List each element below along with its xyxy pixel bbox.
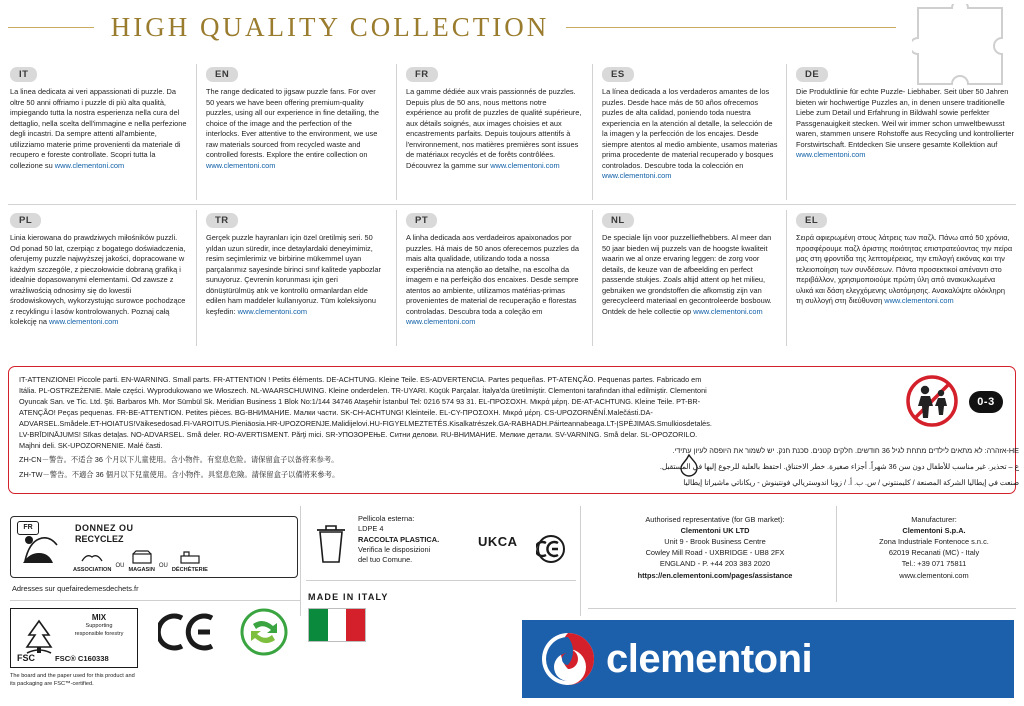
language-text: Linia kierowana do prawdziwych miłośników puzzli. Od ponad 50 lat, czerpiąc z bogatego doświadczenia, oferujemy puzzle najwyższej jakości, dopracowane w każdym szczególe, z pieczołowicie dobraną grafiką i idealnie dopasowanymi elementami. Od zawsze z wrażliwością odnosimy się do kwestii środowiskowych, wykorzystując surowce pochodzące z recyklingu i lasów kontrolowanych. Poznaj całą kolekcję na www.clementoni.com (10, 233, 186, 327)
no-children-under-3-icon (901, 373, 963, 429)
recycle-address-note: Adresses sur quefairedemesdechets.fr (12, 584, 139, 593)
language-descriptions (0, 58, 1024, 354)
language-text: Σειρά αφιερωμένη στους λάτρεις των παζλ. Πάνω από 50 χρόνια, προσφέρουμε παζλ άριστης ποιότητας επιστρατεύοντας την πείρα μας στη φροντίδα της λεπτομέρειας, την επιλογή εικόνας και την τελειοποίηση των συνδέσεων. Πάντα προσεκτικοί απέναντι στο περιβάλλον, χρησιμοποιούμε πρώτη ύλη από ανακυκλωμένα υλικά και δάση ελεγχόμενης υλοτόμησης. Ανακαλύψτε ολόκληρη τη συλλογή στη διεύθυνση www.clementoni.com (796, 233, 1013, 306)
clementoni-swirl-icon (540, 631, 596, 687)
language-site-link[interactable]: www.clementoni.com (49, 317, 119, 327)
language-text: La linea dedicata ai veri appassionati di puzzle. Da oltre 50 anni offriamo i puzzle di più alta qualità, impiegando tutta la nostra esperienza nella cura del dettaglio, nella scelta dell'immagine e nella perfezione degli incastri. Da sempre attenti all'ambiente, utilizziamo materie prime provenienti da materiale di recupero e foreste controllate. Scopri tutta la collezione su www.clementoni.com (10, 87, 187, 170)
warning-text: IT-ATTENZIONE! Piccole parti. EN-WARNING. Small parts. FR-ATTENTION ! Petits éléments. DE-ACHTUNG. Kleine Teile. ES-ADVERTENCIA. Partes pequeñas. PT-ATENÇÃO. Pequenas partes. Fabricado em Itália. PL-OSTRZEŻENIE. Małe części. Wyprodukowano we Włoszech. NL-WAARSCHUWING. Kleine onderdelen. TR-UYARI. Küçük Parçalar. İtalya'da üretilmiştir. Clementoni tarafından ithal edilmiştir. Clementoni Oyuncak San. ve Tic. Ltd. Şti. Barbaros Mh. Mor Sümbül Sk. Meridian Business 1 Blok No:1/144 34746 Ataşehir İstanbul Tel: 0216 574 93 31. EL-ΠΡΟΣΟΧΗ. Μικρά μέρη. DE-AT-ACHTUNG. Kleine Teile. PT-BR-ATENÇÃO! Peças pequenas. FR-BE-ATTENTION. Petites pièces. BG-ВНИМАНИЕ. Малки части. SK-CH-ACHTUNG! Kleinteile. EL-CY-ΠΡΟΣΟΧΗ. Μικρά μέρη. CS-UPOZORNĚNÍ.Malečásti.DA-ADVARSEL.Smådele.ET-HOIATUS!Väikesedosad.FI-VAROITUS.Pieniäosia.HR-UPOZORENJE.Malidijelovi.HU-FIGYELMEZTETÉS.Kisalkatrészek.GA-RABHADH.Páirteannabeaga.LT-ĮSPĖJIMAS.Smulkiosdetalės. LV-BRĪDINĀJUMS! Sīkas detaļas. NO-ADVARSEL. Små deler. RO-AVERTISMENT. Părţi mici. SR-УПОЗОРЕЊЕ. Ситни делови. RU-ВНИМАНИЕ. Мелкие детали. SV-VARNING. Små delar. SL-OPOZORILO. Majhni deli. SK-UPOZORNENIE. Malé časti. (19, 375, 712, 450)
manufacturer-heading: Manufacturer: (911, 515, 957, 524)
language-block-fr (406, 64, 582, 171)
language-badge: NL (602, 213, 634, 228)
language-site-link[interactable]: www.clementoni.com (237, 306, 308, 316)
authorised-line-1: Unit 9 - Brook Business Centre (664, 537, 766, 547)
warning-text-ar: ع – تحذير. غير مناسب للأطفال دون سن 36 شهراً. أجزاء صغيرة. خطر الاختناق. احتفظ بالعلبة للرجوع إليها في المستقبل. (659, 462, 1019, 471)
fsc-code: FSC® C160338 (55, 654, 109, 663)
recycle-destination-label: MAGASIN (128, 567, 155, 573)
header-rule-left (8, 27, 94, 28)
language-block-en (206, 64, 384, 171)
language-site-link[interactable]: www.clementoni.com (206, 160, 276, 170)
packaging-line-1: Pellicola esterna: (358, 514, 415, 523)
language-cta: Explore the entire collection on (266, 150, 368, 160)
header (0, 0, 1024, 58)
language-block-nl (602, 210, 778, 317)
language-cta: Découvrez la gamme sur (406, 160, 491, 170)
language-badge: PL (10, 213, 41, 228)
language-site-link[interactable]: www.clementoni.com (602, 171, 672, 181)
made-in-italy-label: MADE IN ITALY (308, 592, 389, 602)
recycle-destination-label: DÉCHÈTERIE (171, 567, 208, 573)
language-cta: Scopri tutta la collezione su (10, 150, 156, 170)
warning-text-he: HE-אזהרה: לא מתאים לילדים מתחת לגיל 36 חודשים. חלקים קטנים. סכנת חנק. יש לשמור את היופסה לעיון עתידי. (672, 446, 1019, 455)
recycle-destination (73, 549, 111, 573)
language-site-link[interactable]: www.clementoni.com (490, 160, 560, 170)
recycle-destination (128, 549, 154, 573)
recycle-or-2: OU (158, 563, 168, 569)
ukca-label: UKCA (478, 534, 518, 549)
made-in-italy (308, 592, 389, 642)
fsc-tree-icon (19, 617, 59, 657)
manufacturer-company: Clementoni S.p.A. (902, 526, 966, 536)
language-col-separator-1 (196, 64, 197, 200)
language-badge: EL (796, 213, 827, 228)
language-site-link[interactable]: www.clementoni.com (406, 317, 476, 327)
manufacturer-line-2: 62019 Recanati (MC) - Italy (888, 548, 980, 558)
fsc-mix-line1: Supporting (85, 623, 113, 630)
language-badge: EN (206, 67, 238, 82)
warning-text-zh-tw: ZH-TW－警告。不適合 36 個月以下兒童使用。含小物件。具窒息危險。請保留盒子以備將來參考。 (19, 470, 340, 479)
brand-name: clementoni (606, 636, 813, 681)
italy-flag-icon (308, 608, 366, 642)
footer-separator-1 (300, 506, 301, 616)
language-col-separator-3 (592, 64, 593, 200)
hands-icon (79, 549, 105, 565)
packaging-line-3: RACCOLTA PLASTICA. (358, 534, 440, 544)
language-col-separator-5 (196, 210, 197, 346)
language-text: The range dedicated to jigsaw puzzle fans. For over 50 years we have been offering premium-quality puzzles, using all our experience in fine detailing, the choice of the image and the perfection of the interlocks. Ever attentive to the environment, we use raw materials sourced from recycled waste and controlled forests. Explore the entire collection on www.clementoni.com (206, 87, 379, 170)
footer-hline-2 (306, 580, 576, 581)
language-cta: Tüm koleksiyonu keşfedin: (206, 296, 376, 316)
recycling-centre-icon (177, 549, 203, 565)
footer-separator-3 (836, 506, 837, 602)
language-col-separator-2 (396, 64, 397, 200)
authorised-assistance-link[interactable]: https://en.clementoni.com/pages/assistance (637, 570, 793, 580)
age-restriction-badge: 0-3 (969, 391, 1003, 413)
footer-hline-1 (10, 600, 300, 601)
language-text: La gamme dédiée aux vrais passionnés de puzzles. Depuis plus de 50 ans, nous mettons notre expérience au profit de puzzles de qualité supérieure, aux détails soignés, aux images choisies et aux encastrements parfaits. Depuis toujours attentifs à l'environnement, nos matières premières sont issues de matériaux recyclés et de forêts contrôlées. Découvrez la gamme sur www.clementoni.com (406, 87, 582, 170)
authorised-line-2: Cowley Mill Road - UXBRIDGE - UB8 2FX (645, 548, 785, 558)
language-block-de (796, 64, 1014, 161)
fsc-box (10, 608, 138, 668)
warning-text-ar-manufacturer: صنعت في إيطاليا الشركة المصنعة / كليمنتوني / س. ب. أ. / زونا اندوستريالي فونتينوش - ريكاناتي ماشيراتا إيطاليا (683, 478, 1019, 487)
language-cta: Ontdek de hele collectie op (602, 306, 694, 316)
language-cta: Poznaj całą kolekcję na (10, 306, 170, 327)
language-cta: Entdecken Sie unsere gesamte Kollektion auf (848, 139, 998, 149)
language-text: De speciale lijn voor puzzelliefhebbers. Al meer dan 50 jaar bieden wij puzzels van de hoogste kwaliteit waarin we al onze ervaring leggen: de zorg voor details, de keuze van de afbeelding en perfect passende stukjes. Zoals altijd attent op het milieu, gebruiken we grondstoffen die afkomstig zijn van gerecycleerd materiaal en gecontroleerde bosbouw. Ontdek de hele collectie op www.clementoni.com (602, 233, 772, 316)
authorised-representative (600, 514, 830, 581)
language-cta: Descubra toda a coleção em (448, 306, 543, 316)
language-col-separator-8 (786, 210, 787, 346)
recycle-title: DONNEZ OU (75, 523, 134, 533)
language-block-es (602, 64, 778, 182)
authorised-heading: Authorised representative (for GB market): (645, 515, 785, 524)
fsc-mix-label (63, 613, 135, 638)
manufacturer-line-1: Zona Industriale Fontenoce s.n.c. (879, 537, 989, 547)
green-dot-icon (240, 608, 288, 656)
conformity-mark-icon (536, 534, 566, 564)
footer-section (0, 500, 1024, 706)
packaging-line-4: Verifica le disposizioni (358, 545, 431, 555)
ukca-mark (478, 534, 522, 562)
authorised-company: Clementoni UK LTD (680, 526, 750, 536)
language-badge: FR (406, 67, 438, 82)
language-text: La línea dedicada a los verdaderos amantes de los puzles. Desde hace más de 50 años ofrecemos puzles de alta calidad, poniendo toda nuestra experiencia en la atención al detalle, la selección de la imagen y la perfección de los encajes. Desde siempre atentos al medio ambiente, usamos materias prima procedente de material recuperado y bosques controlados. Descubre toda la colección en www.clementoni.com (602, 87, 778, 181)
language-block-tr (206, 210, 384, 317)
language-col-separator-7 (592, 210, 593, 346)
packaging-line-5: del tuo Comune. (358, 555, 413, 565)
language-block-el (796, 210, 1014, 307)
manufacturer-line-3: Tel.: +39 071 75811 (901, 559, 967, 569)
language-site-link[interactable]: www.clementoni.com (884, 296, 954, 306)
language-badge: ES (602, 67, 634, 82)
language-badge: DE (796, 67, 828, 82)
language-cta: Ανακαλύψτε ολόκληρη τη συλλογή στη διεύθυνση (796, 285, 1005, 306)
header-rule-right (566, 27, 896, 28)
packaging-line-2: LDPE 4 (358, 524, 384, 534)
recycle-destinations (73, 547, 295, 573)
recycle-subtitle: RECYCLEZ (75, 534, 124, 544)
language-site-link[interactable]: www.clementoni.com (693, 306, 763, 316)
no-flame-icon (669, 453, 709, 479)
language-row-separator (8, 204, 1016, 205)
page-title: HIGH QUALITY COLLECTION (110, 12, 550, 42)
shop-icon (129, 549, 155, 565)
manufacturer-info (846, 514, 1022, 581)
manufacturer-website-link[interactable]: www.clementoni.com (899, 570, 969, 580)
fsc-mix-line2: responsible forestry (74, 630, 124, 637)
language-badge: TR (206, 213, 238, 228)
language-cta: Descubre toda la colección en (644, 160, 744, 170)
waste-bin-icon (312, 520, 350, 566)
fsc-mark: FSC (17, 653, 35, 663)
language-col-separator-6 (396, 210, 397, 346)
language-block-it (10, 64, 188, 171)
warning-box (8, 366, 1019, 494)
language-block-pl (10, 210, 188, 328)
language-text: Gerçek puzzle hayranları için özel üretilmiş seri. 50 yıldan uzun süredir, ince detaylardaki deneyimimiz, resim seçimlerimiz ve birbirine mükemmel uyan parçalarımız sayesinde birinci sınıf kalitede yapbozlar sunuyoruz. Çevrenin korunması için geri dönüştürülmüş atık ve kontrollü ormanlardan elde edilen ham maddeler kullanıyoruz. Tüm koleksiyonu keşfedin: www.clementoni.com (206, 233, 381, 316)
fsc-note: The board and the paper used for this product and its packaging are FSC™-certified. (10, 673, 135, 688)
ce-mark-icon (158, 612, 218, 652)
recycle-destination-label: ASSOCIATION (73, 567, 112, 573)
brand-logo (522, 620, 1014, 698)
language-site-link[interactable]: www.clementoni.com (796, 150, 866, 160)
recycle-info-box (10, 516, 298, 578)
language-text: A linha dedicada aos verdadeiros apaixonados por puzzles. Há mais de 50 anos oferecemos puzzles da mais alta qualidade, utilizando toda a nossa experiência na atenção ao detalhe, na escolha da imagem e na perfeição dos encaixes. Desde sempre atentos ao ambiente, utilizamos matérias-primas provenientes de material de recuperação e florestas controladas. Descubra toda a coleção em www.clementoni.com (406, 233, 579, 327)
language-badge: IT (10, 67, 37, 82)
language-block-pt (406, 210, 582, 328)
language-col-separator-4 (786, 64, 787, 200)
language-badge: PT (406, 213, 437, 228)
recycle-or-1: OU (115, 563, 125, 569)
fsc-mix-title: MIX (91, 613, 107, 622)
warning-text-zh-cn: ZH-CN－警告。不适合 36 个月以下儿童使用。含小物件。有窒息危险。请保留盒子以备将来参考。 (19, 455, 339, 464)
language-text: Die Produktlinie für echte Puzzle- Liebhaber. Seit über 50 Jahren bieten wir hochwertige Puzzles an, in denen unsere traditionelle Liebe zum Detail und Erfahrung in Bildwahl sowie perfekter Passgenauigkeit stecken. Weil wir immer schon umweltbewusst waren, stammen unsere Rohstoffe aus Recycling und kontrollierter Forstwirtschaft. Entdecken Sie unsere gesamte Kollektion auf www.clementoni.com (796, 87, 1014, 160)
footer-hline-3 (588, 608, 1016, 609)
recycle-destination (172, 549, 208, 573)
footer-separator-2 (580, 506, 581, 616)
authorised-line-3: ENGLAND - P. +44 203 383 2020 (659, 559, 771, 569)
country-badge-fr: FR (17, 521, 39, 535)
language-site-link[interactable]: www.clementoni.com (54, 160, 125, 170)
